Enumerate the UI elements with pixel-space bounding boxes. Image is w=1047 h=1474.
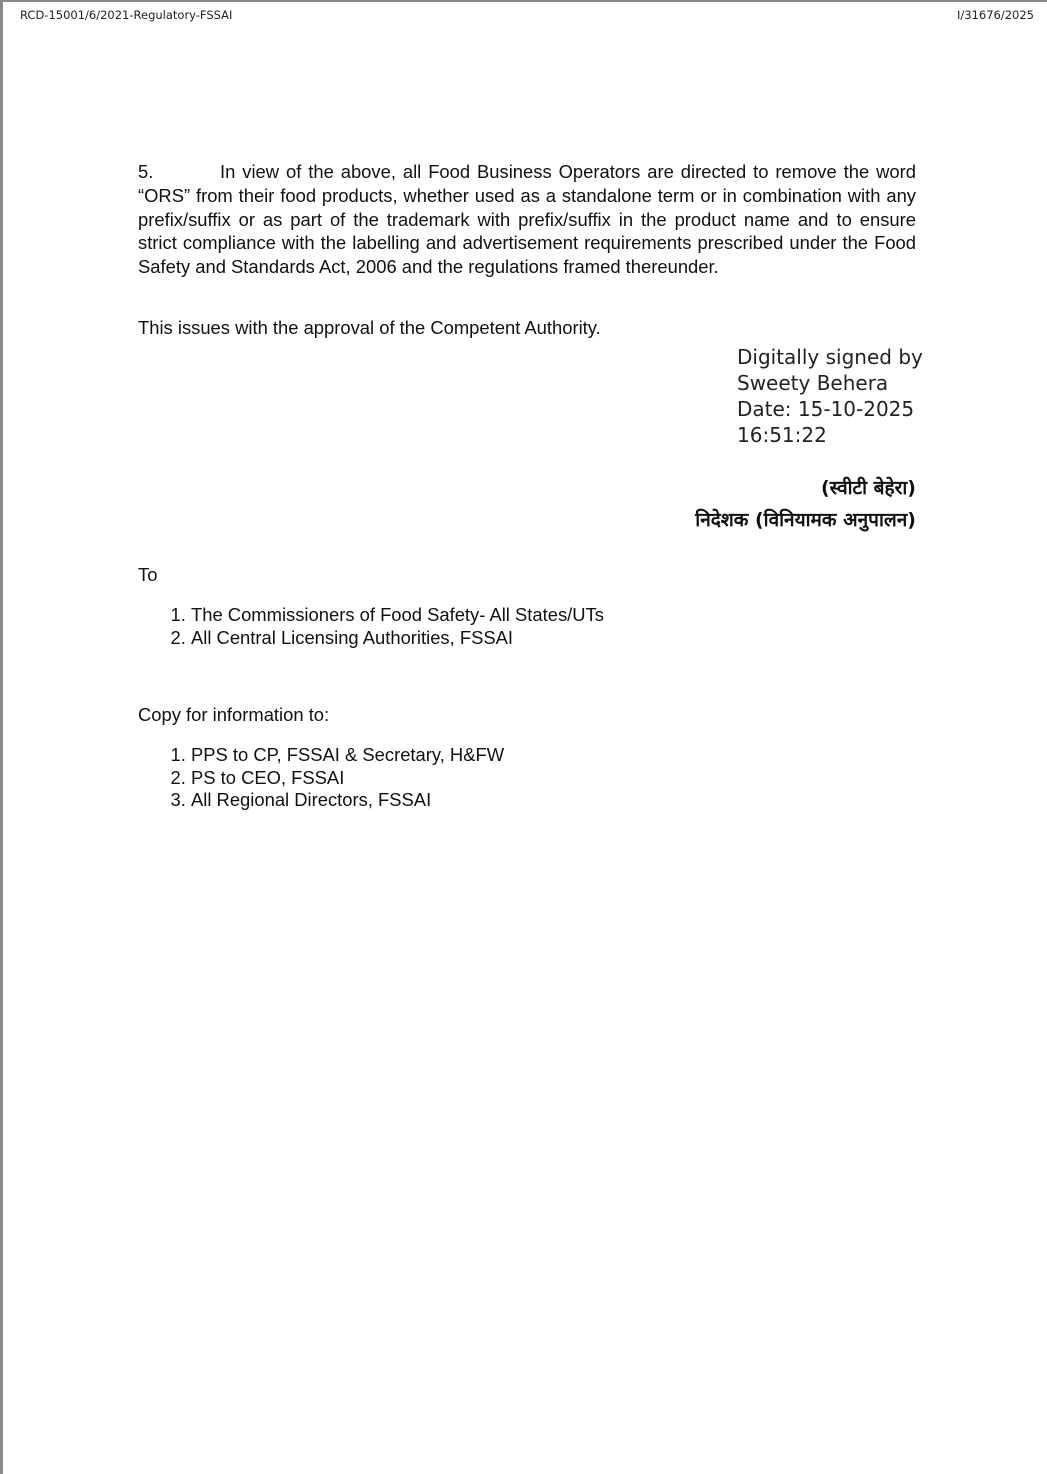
digital-signature: [737, 344, 923, 448]
signature-line: Sweety Behera: [737, 371, 889, 395]
paragraph-number: 5.: [138, 161, 154, 182]
list-item: 1. PPS to CP, FSSAI & Secretary, H&FW: [191, 744, 504, 767]
signature-line: 16:51:22: [737, 423, 827, 447]
document-number: I/31676/2025: [957, 8, 1034, 22]
paragraph-text: In view of the above, all Food Business Operators are directed to remove the word “ORS” from their food products, whether used as a standalone term or in combination with any prefix/suffix or as part of the trademark with prefix/suffix in the product name and to ensure strict compliance with the labelling and advertisement requirements prescribed under the Food Safety and Standards Act, 2006 and the regulations framed thereunder.: [138, 161, 916, 278]
recipients-list: [138, 604, 604, 649]
paragraph-5: [138, 160, 916, 279]
list-item: 1. The Commissioners of Food Safety- All States/UTs: [191, 604, 604, 627]
list-item: 2. PS to CEO, FSSAI: [191, 767, 504, 790]
copy-list: [138, 744, 504, 812]
signatory-name-hindi: (स्वीटी बेहेरा): [821, 477, 916, 499]
to-label: To: [138, 564, 158, 585]
list-item: 3. All Regional Directors, FSSAI: [191, 789, 504, 812]
signature-line: Date: 15-10-2025: [737, 397, 915, 421]
approval-text: This issues with the approval of the Competent Authority.: [138, 317, 601, 338]
signature-line: Digitally signed by: [737, 345, 923, 369]
signatory-designation-hindi: निदेशक (विनियामक अनुपालन): [695, 509, 916, 531]
copy-label: Copy for information to:: [138, 704, 330, 725]
file-reference: RCD-15001/6/2021-Regulatory-FSSAI: [20, 8, 233, 22]
list-item: 2. All Central Licensing Authorities, FSSAI: [191, 627, 604, 650]
